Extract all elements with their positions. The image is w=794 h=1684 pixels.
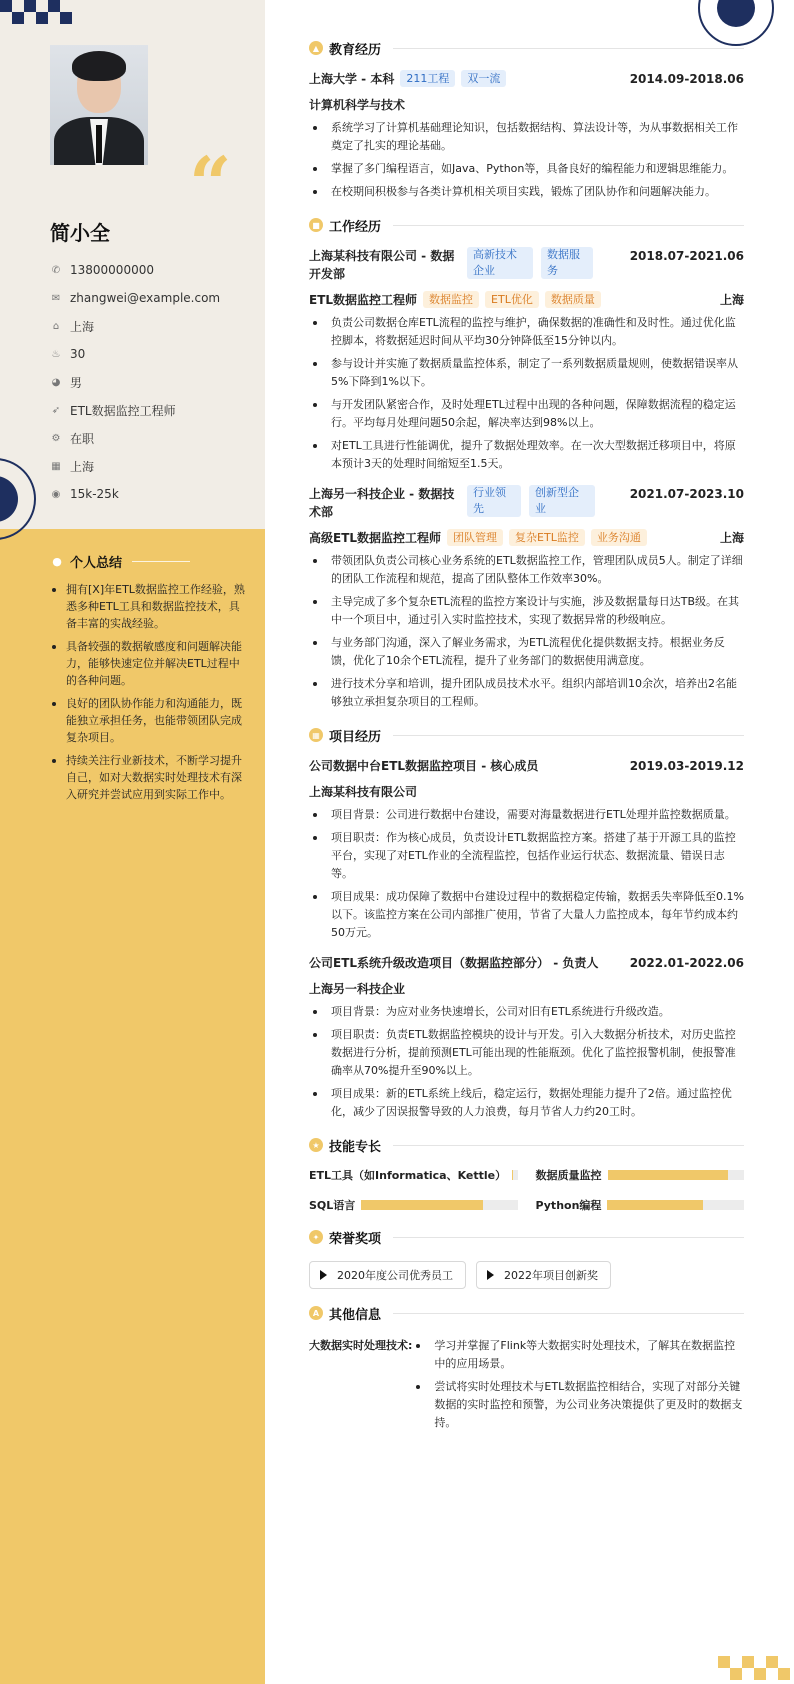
list-item: 在校期间积极参与各类计算机相关项目实践，锻炼了团队协作和问题解决能力。 (309, 183, 744, 201)
email-icon: ✉ (51, 292, 61, 304)
project-company: 上海另一科技企业 (309, 982, 406, 996)
graduation-cap-icon: ▲ (309, 41, 323, 55)
main-content (265, 0, 794, 1684)
other-section (309, 1303, 744, 1437)
summary-panel (0, 529, 265, 803)
list-item: 尝试将实时处理技术与ETL数据监控相结合，实现了对部分关键数据的实时监控和预警，为公司业务决策提供了更及时的数据支持。 (412, 1378, 744, 1432)
award-item: 2022年项目创新奖 (476, 1261, 611, 1289)
tag: 团队管理 (447, 529, 503, 546)
checker-decoration (718, 1656, 794, 1684)
tag: 数据监控 (423, 291, 479, 308)
company-name: 上海另一科技企业 - 数据技术部 (309, 487, 455, 519)
list-item: 与业务部门沟通，深入了解业务需求，为ETL流程优化提供数据支持。根据业务反馈，优化了10余个ETL流程，提升了业务部门的数据使用满意度。 (309, 634, 744, 670)
letter-a-icon: A (309, 1306, 323, 1320)
settings-icon: ⚙ (51, 432, 61, 444)
sidebar (0, 0, 265, 1684)
phone-icon: ✆ (51, 264, 61, 276)
info-salary: ◉ 15k-25k (51, 487, 119, 501)
list-item: 系统学习了计算机基础理论知识，包括数据结构、算法设计等，为从事数据相关工作奠定了扎实的理论基础。 (309, 119, 744, 155)
tag: 复杂ETL监控 (509, 529, 585, 546)
honors-section (309, 1227, 744, 1289)
skill-item: ETL工具（如Informatica、Kettle） (309, 1167, 518, 1183)
briefcase-icon: ■ (309, 218, 323, 232)
list-item: 参与设计并实施了数据质量监控体系，制定了一系列数据质量规则，使数据错误率从5%下降到1%以下。 (309, 355, 744, 391)
list-item: 进行技术分享和培训，提升团队成员技术水平。组织内部培训10余次，培养出2名能够独立承担复杂项目的工程师。 (309, 675, 744, 711)
info-phone: ✆ 13800000000 (51, 263, 154, 277)
company-name: 上海某科技有限公司 - 数据开发部 (309, 249, 455, 281)
job-role: 高级ETL数据监控工程师 (309, 531, 442, 545)
education-section (309, 38, 744, 201)
section-title: ▦ 项目经历 (309, 725, 744, 745)
grid-icon: ▦ (309, 728, 323, 742)
list-item: 掌握了多门编程语言，如Java、Python等，具备良好的编程能力和逻辑思维能力。 (309, 160, 744, 178)
list-item: 项目成果：成功保障了数据中台建设过程中的数据稳定传输，数据丢失率降低至0.1%以下。该监控方案在公司内部推广使用，节省了大量人力监控成本，每年节约成本约50万元。 (309, 888, 744, 942)
other-label: 大数据实时处理技术: (309, 1339, 413, 1352)
tag: 创新型企业 (529, 485, 595, 517)
info-gender: ◕ 男 (51, 375, 83, 390)
skill-bar (608, 1170, 745, 1180)
avatar (50, 45, 148, 165)
list-item: 项目职责：作为核心成员，负责设计ETL数据监控方案。搭建了基于开源工具的监控平台，实现了对ETL作业的全流程监控，包括作业运行状态、数据流量、错误日志等。 (309, 829, 744, 883)
list-item: 项目背景：为应对业务快速增长，公司对旧有ETL系统进行升级改造。 (309, 1003, 744, 1021)
section-title: ▲ 教育经历 (309, 38, 744, 58)
candidate-name: 简小全 (50, 221, 110, 245)
list-item: 带领团队负责公司核心业务系统的ETL数据监控工作，管理团队成员5人。制定了详细的团队工作流程和规范，提高了团队整体工作效率30%。 (309, 552, 744, 588)
list-item: 项目成果：新的ETL系统上线后，稳定运行，数据处理能力提升了2倍。通过监控优化，减少了因误报警导致的人力浪费，每月节省人力约20工时。 (309, 1085, 744, 1121)
salary-icon: ◉ (51, 488, 61, 500)
list-item: 负责公司数据仓库ETL流程的监控与维护，确保数据的准确性和及时性。通过优化监控脚本，将数据延迟时间从平均30分钟降低至15分钟以内。 (309, 314, 744, 350)
skills-grid (309, 1167, 744, 1213)
award-item: 2020年度公司优秀员工 (309, 1261, 466, 1289)
date-range: 2014.09-2018.06 (629, 72, 744, 86)
home-icon: ⌂ (52, 320, 60, 332)
send-icon: ➶ (51, 404, 61, 416)
skill-bar (607, 1200, 744, 1210)
tag: 高新技术企业 (467, 247, 533, 279)
tag: 数据服务 (541, 247, 593, 279)
awards-list (309, 1261, 744, 1289)
education-entry (309, 70, 744, 201)
list-item: 项目职责：负责ETL数据监控模块的设计与开发。引入大数据分析技术，对历史监控数据进行分析，提前预测ETL可能出现的性能瓶颈。优化了监控报警机制，使报警准确率从70%提升至90%以上。 (309, 1026, 744, 1080)
tag: ETL优化 (485, 291, 539, 308)
list-item: 具备较强的数据敏感度和问题解决能力，能够快速定位并解决ETL过程中的各种问题。 (50, 638, 245, 689)
profile-panel (0, 0, 265, 529)
skill-item: SQL语言 (309, 1197, 518, 1213)
list-item: 学习并掌握了Flink等大数据实时处理技术，了解其在数据监控中的应用场景。 (412, 1337, 744, 1373)
section-title: A 其他信息 (309, 1303, 744, 1323)
play-icon (320, 1270, 327, 1280)
section-title: ✦ 荣誉奖项 (309, 1227, 744, 1247)
date-range: 2018.07-2021.06 (629, 249, 744, 263)
section-title: ■ 工作经历 (309, 215, 744, 235)
tag: 双一流 (461, 70, 506, 87)
job-city: 上海 (719, 531, 744, 545)
major: 计算机科学与技术 (309, 98, 406, 112)
skill-item: Python编程 (536, 1197, 745, 1213)
skill-bar (512, 1170, 517, 1180)
skill-item: 数据质量监控 (536, 1167, 745, 1183)
building-icon: ▦ (51, 460, 61, 472)
medal-icon: ✦ (309, 1230, 323, 1244)
info-status: ⚙ 在职 (51, 431, 95, 446)
list-item: 项目背景：公司进行数据中台建设，需要对海量数据进行ETL处理并监控数据质量。 (309, 806, 744, 824)
summary-list (50, 581, 265, 803)
user-icon: ● (52, 555, 62, 568)
info-city: ▦ 上海 (51, 459, 95, 474)
projects-section (309, 725, 744, 1121)
section-title: ★ 技能专长 (309, 1135, 744, 1155)
tag: 211工程 (400, 70, 455, 87)
info-email: ✉ zhangwei@example.com (51, 291, 221, 305)
project-name: 公司数据中台ETL数据监控项目 - 核心成员 (309, 759, 539, 773)
project-entry (309, 757, 744, 942)
checker-decoration (0, 0, 76, 24)
job-city: 上海 (719, 293, 744, 307)
list-item: 对ETL工具进行性能调优，提升了数据处理效率。在一次大型数据迁移项目中，将原本预计3天的处理时间缩短至1.5天。 (309, 437, 744, 473)
info-position: ➶ ETL数据监控工程师 (51, 403, 176, 418)
job-role: ETL数据监控工程师 (309, 293, 418, 307)
list-item: 持续关注行业新技术，不断学习提升自己，如对大数据实时处理技术有深入研究并尝试应用到实际工作中。 (50, 752, 245, 803)
date-range: 2021.07-2023.10 (629, 487, 744, 501)
list-item: 良好的团队协作能力和沟通能力，既能独立承担任务，也能带领团队完成复杂项目。 (50, 695, 245, 746)
project-name: 公司ETL系统升级改造项目（数据监控部分） - 负责人 (309, 956, 599, 970)
school-name: 上海大学 - 本科 (309, 72, 395, 86)
project-entry (309, 954, 744, 1121)
info-location: ⌂ 上海 (50, 312, 265, 340)
work-entry (309, 485, 744, 711)
list-item: 拥有[X]年ETL数据监控工作经验，熟悉多种ETL工具和数据监控技术，具备丰富的实战经验。 (50, 581, 245, 632)
thumbs-up-icon: ★ (309, 1138, 323, 1152)
project-company: 上海某科技有限公司 (309, 785, 418, 799)
tag: 业务沟通 (591, 529, 647, 546)
skill-bar (361, 1200, 517, 1210)
contact-info-list (50, 256, 265, 508)
tag: 行业领先 (467, 485, 521, 517)
tag: 数据质量 (545, 291, 601, 308)
play-icon (487, 1270, 494, 1280)
summary-title: ● 个人总结 (50, 552, 265, 571)
work-section (309, 215, 744, 711)
quote-mark-icon: “ (189, 142, 232, 228)
date-range: 2019.03-2019.12 (629, 759, 744, 773)
gender-icon: ◕ (51, 376, 61, 388)
date-range: 2022.01-2022.06 (629, 956, 744, 970)
work-entry (309, 247, 744, 473)
cake-icon: ♨ (51, 348, 61, 360)
info-age: ♨ 30 (51, 347, 86, 361)
list-item: 主导完成了多个复杂ETL流程的监控方案设计与实施，涉及数据量每日达TB级。在其中一个项目中，通过引入实时监控技术，实现了数据异常的秒级响应。 (309, 593, 744, 629)
other-info (309, 1337, 744, 1437)
skills-section (309, 1135, 744, 1213)
list-item: 与开发团队紧密合作，及时处理ETL过程中出现的各种问题，保障数据流程的稳定运行。平均每月处理问题50余起，解决率达到98%以上。 (309, 396, 744, 432)
